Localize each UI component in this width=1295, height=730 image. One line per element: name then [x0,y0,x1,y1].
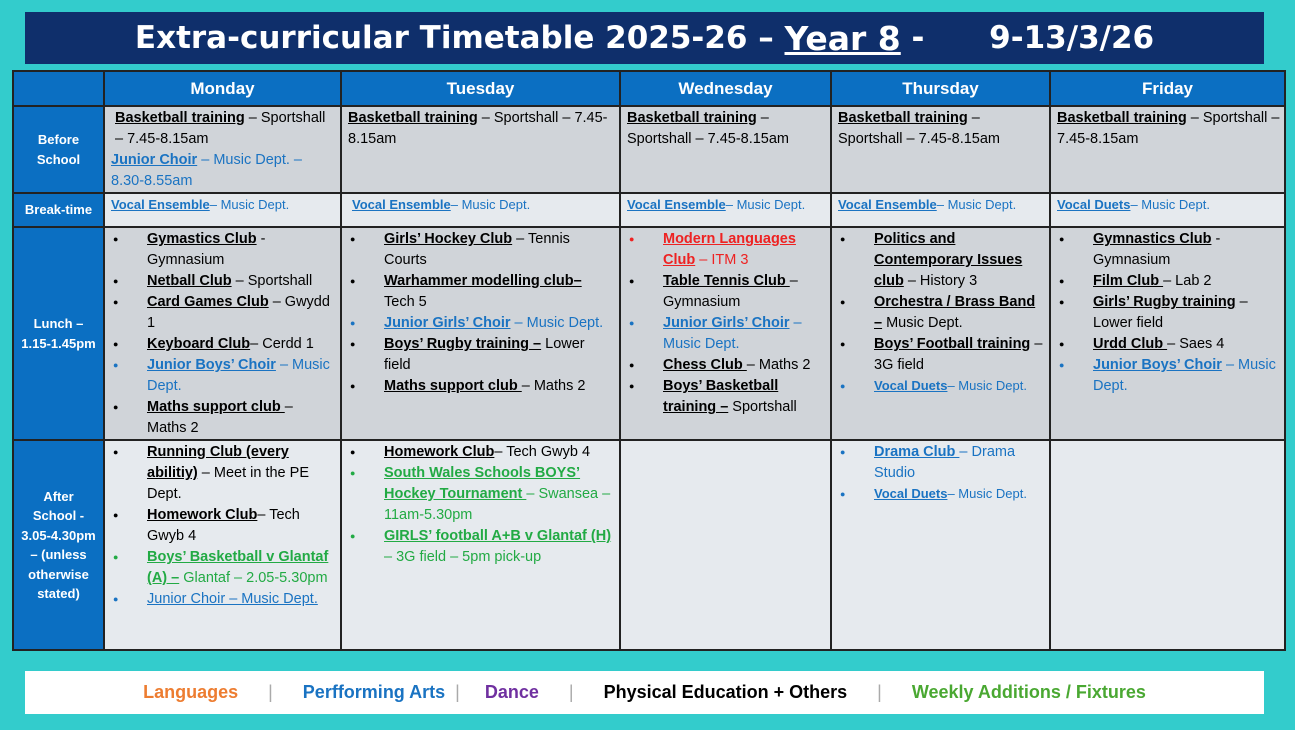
cell-lunch-thursday [831,227,1050,440]
row-label-after-school: After School - 3.05-4.30pm – (unless otherwise stated) [13,440,104,650]
cell-after-thursday [831,440,1050,650]
cell-break-thursday: Vocal Ensemble– Music Dept. [831,193,1050,227]
activity: ● Homework Club– Tech Gwyb 4 [384,442,615,463]
activity: ● Junior Boys’ Choir – Music Dept. [1093,355,1280,397]
activity: ● Junior Girls’ Choir – Music Dept. [384,313,615,334]
day-header-wednesday: Wednesday [620,71,831,106]
cell-lunch-wednesday [620,227,831,440]
cell-break-tuesday: Vocal Ensemble– Music Dept. [341,193,620,227]
activity: ● Warhammer modelling club– Tech 5 [384,271,615,313]
cell-lunch-monday [104,227,341,440]
activity: ● Girls’ Rugby training – Lower field [1093,292,1280,334]
legend-physical-education: Physical Education + Others [603,682,848,702]
activity: ● Card Games Club – Gwydd 1 [147,292,336,334]
title-main: Extra-curricular Timetable 2025-26 – [134,20,785,56]
activity: ● Urdd Club – Saes 4 [1093,334,1280,355]
cell-after-monday [104,440,341,650]
corner-cell [13,71,104,106]
row-label-before-school: Before School [13,106,104,193]
cell-before-tuesday [341,106,620,193]
activity: ● Gymastics Club - Gymnasium [147,229,336,271]
legend-performing-arts: Perfforming Arts [302,682,446,702]
activity: ● Maths support club – Maths 2 [384,376,615,397]
legend-dance: Dance [484,682,539,702]
legend-languages: Languages [143,682,239,702]
activity: ● Orchestra / Brass Band – Music Dept. [874,292,1045,334]
day-header-thursday: Thursday [831,71,1050,106]
cell-break-friday: Vocal Duets– Music Dept. [1050,193,1285,227]
cell-before-wednesday [620,106,831,193]
cell-after-wednesday [620,440,831,650]
before-school-row [13,106,1285,193]
activity: ● Chess Club – Maths 2 [663,355,826,376]
day-header-friday: Friday [1050,71,1285,106]
activity: ● Politics and Contemporary Issues club – History 3 [874,229,1045,292]
activity: ● Boys’ Rugby training – Lower field [384,334,615,376]
activity: Basketball training – Sportshall – 7.45-8.15am [348,110,608,147]
cell-break-monday: Vocal Ensemble– Music Dept. [104,193,341,227]
activity: ● Gymnastics Club - Gymnasium [1093,229,1280,271]
activity: ● Boys’ Basketball v Glantaf (A) – Glantaf – 2.05-5.30pm [147,547,336,589]
colour-legend: Languages | Perfforming Arts | Dance | Physical Education + Others | Weekly Additions / Fixtures [25,671,1264,714]
activity: ● Junior Boys’ Choir – Music Dept. [147,355,336,397]
title-year: Year 8 [784,18,901,58]
cell-before-thursday [831,106,1050,193]
timetable-title [25,12,1264,64]
cell-before-monday [104,106,341,193]
activity: Basketball training – Sportshall – 7.45-8.15am [115,110,326,147]
cell-after-friday [1050,440,1285,650]
activity: ● Maths support club – Maths 2 [147,397,336,439]
activity: Basketball training – Sportshall – 7.45-8.15am [627,110,790,147]
cell-break-wednesday: Vocal Ensemble– Music Dept. [620,193,831,227]
activity: ● Boys’ Basketball training – Sportshall [663,376,826,418]
row-label-lunch: Lunch – 1.15-1.45pm [13,227,104,440]
cell-after-tuesday [341,440,620,650]
activity: ● Vocal Duets– Music Dept. [874,376,1045,396]
activity: ● Running Club (every abilitiy) – Meet in the PE Dept. [147,442,336,505]
cell-lunch-tuesday [341,227,620,440]
break-row [13,193,1285,227]
activity: ● Table Tennis Club – Gymnasium [663,271,826,313]
lunch-row [13,227,1285,440]
activity: ● Junior Girls’ Choir – Music Dept. [663,313,826,355]
legend-weekly-additions: Weekly Additions / Fixtures [911,682,1146,702]
activity: ● Vocal Duets– Music Dept. [874,484,1045,504]
activity: ● Girls’ Hockey Club – Tennis Courts [384,229,615,271]
activity: ● South Wales Schools BOYS’ Hockey Tournament – Swansea – 11am-5.30pm [384,463,615,526]
activity: ● Film Club – Lab 2 [1093,271,1280,292]
timetable-grid [12,70,1286,651]
row-label-break: Break-time [13,193,104,227]
cell-before-friday [1050,106,1285,193]
activity: Basketball training – Sportshall – 7.45-8.15am [1057,110,1280,147]
title-date: - 9-13/3/26 [900,20,1155,56]
activity: ● Homework Club– Tech Gwyb 4 [147,505,336,547]
activity: ● Junior Choir – Music Dept. [147,589,336,610]
activity: Junior Choir – Music Dept. – 8.30-8.55am [111,152,302,189]
activity: ● Boys’ Football training – 3G field [874,334,1045,376]
activity: ● Drama Club – Drama Studio [874,442,1045,484]
day-header-monday: Monday [104,71,341,106]
activity: Basketball training – Sportshall – 7.45-8.15am [838,110,1001,147]
day-header-tuesday: Tuesday [341,71,620,106]
activity: ● Netball Club – Sportshall [147,271,336,292]
activity: ● Keyboard Club– Cerdd 1 [147,334,336,355]
cell-lunch-friday [1050,227,1285,440]
day-header-row [13,71,1285,106]
activity: ● GIRLS’ football A+B v Glantaf (H) – 3G field – 5pm pick-up [384,526,615,568]
after-school-row [13,440,1285,650]
activity: ● Modern Languages Club – ITM 3 [663,229,826,271]
